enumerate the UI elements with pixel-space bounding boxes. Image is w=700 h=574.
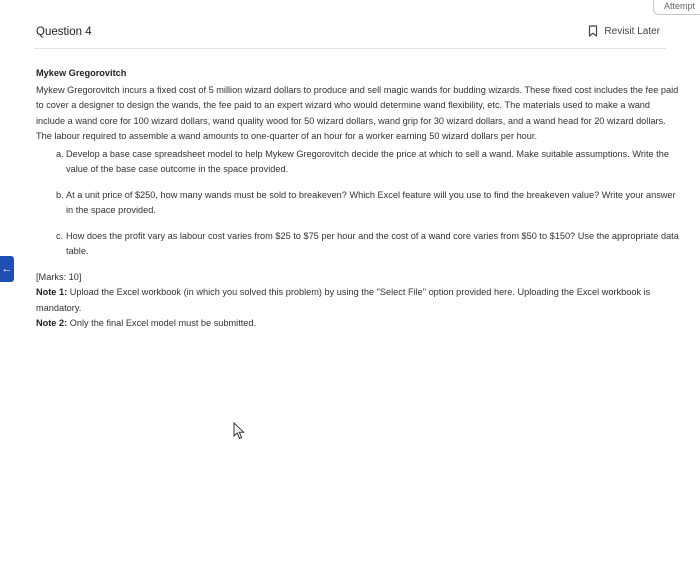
question-items [36,147,680,260]
item-text: At a unit price of $250, how many wands must be sold to breakeven? Which Excel feature will you use to find the breakeven value? Write your answer in the space provided. [66,189,676,215]
question-heading: Mykew Gregorovitch [36,68,127,78]
note-2-text: Only the final Excel model must be submitted. [67,318,257,328]
question-item-a [56,147,680,178]
arrow-left-icon: ← [1,263,13,275]
question-paragraph: Mykew Gregorovitch incurs a fixed cost of 5 million wizard dollars to produce and sell magic wands for budding wizards. These fixed cost includes the fee paid to cover a designer to design the wands, the fee paid to an expert wizard who would determine wand flexibility, etc. The materials used to make a wand include a wand core for 100 wizard dollars, wand quality wood for 50 wizard dollars, wand grip for 30 wizard dollars, and a wand head for 20 wizard dollars. The labour required to assemble a wand amounts to one-quarter of an hour for a worker earning 50 wizard dollars per hour. [36,84,679,141]
note-1 [36,285,680,316]
question-title: Question 4 [36,26,92,38]
item-text: Develop a base case spreadsheet model to help Mykew Gregorovitch decide the price at which to sell a wand. Make suitable assumptions. Write the value of the base case outcome in the space provided. [66,148,669,174]
mouse-cursor-icon [233,422,247,440]
note-1-label: Note 1: [36,287,68,297]
question-header [36,22,660,44]
bookmark-icon [588,25,598,37]
note-1-text: Upload the Excel workbook (in which you solved this problem) by using the "Select File" option provided here. Uploading the Excel workbook is mandatory. [36,287,651,313]
note-2-label: Note 2: [36,318,68,328]
question-item-c [56,229,680,260]
attempt-tab[interactable]: Attempt [653,0,700,15]
revisit-later-button[interactable] [588,25,660,37]
item-label: b. [56,189,64,200]
marks-text: [Marks: 10] [36,271,82,282]
item-label: a. [56,148,64,159]
side-nav-arrow-button[interactable] [0,256,14,282]
question-item-b [56,188,680,219]
revisit-later-label: Revisit Later [604,25,660,37]
note-2 [36,316,680,332]
item-text: How does the profit vary as labour cost varies from $25 to $75 per hour and the cost of a wand core varies from $50 to $150? Use the appropriate data table. [66,230,679,256]
question-content [36,66,680,332]
header-divider [34,48,666,49]
item-label: c. [56,230,64,241]
